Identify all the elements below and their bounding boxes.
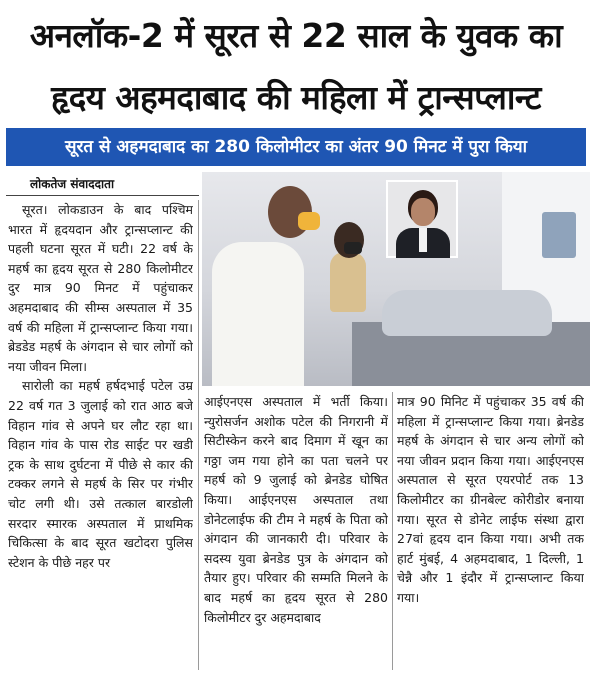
- article-paragraph: मात्र 90 मिनिट में पहुंचाकर 35 वर्ष की महिला में ट्रान्सप्लान्ट किया गया। ब्रेनडेड महर्ष के अंगदान से चार अन्य लोगों को नया जीवन प्रदान किया गया। आईएनएस अस्पताल से सूरत एयरपोर्ट तक 13 किलोमीटर का ग्रीनबेल्ट कोरीडोर बनाया गया। सूरत से डोनेट लाईफ संस्था द्वारा 27वां हृदय दान किया गया। अभी तक हार्ट मुंबई, 4 अहमदाबाद, 1 दिल्ली, 1 चेन्नै और 1 इंदौर में ट्रान्सप्लान्ट किया गया।: [397, 394, 584, 605]
- photo-woman-body: [330, 252, 366, 312]
- article-column-2: [204, 392, 388, 672]
- photo-man-mask: [298, 212, 320, 230]
- article-paragraph: सारोली का महर्ष हर्षदभाई पटेल उम्र 22 वर्ष गत 3 जुलाई को रात आठ बजे विहान गांव से अपने घर लौट रहा था। विहान गांव के पास रोड साईट पर खडी ट्रक के साथ दुर्घटना में पीछे से कार की टक्कर लगने से महर्ष के सिर पर गंभीर चोट लगी थी। उसे तत्काल बारडोली सरदार स्मारक अस्पताल में प्राथमिक चिकित्सा के बाद सूरत खटोदरा पुलिस स्टेशन के पीछे नहर पर: [8, 378, 193, 570]
- article-column-1: [8, 200, 193, 672]
- article-paragraph: सूरत। लोकडाउन के बाद पश्चिम भारत में हृदयदान और ट्रान्सप्लान्ट की पहली घटना सूरत में घटी। 22 वर्ष के महर्ष का हृदय सूरत से 280 किलोमीटर दुर मात्र 90 मिनट में पहुंचाकर अहमदाबाद की सीम्स अस्पताल में 35 वर्ष की महिला में ट्रान्सप्लान्ट किया गया। ब्रेडडेड महर्ष के अंगदान से चार लोगों को नया जीवन मिला।: [8, 202, 193, 374]
- headline-line-2: हृदय अहमदाबाद की महिला में ट्रान्सप्लान्ट: [51, 78, 541, 117]
- news-photo: [202, 172, 590, 386]
- photo-inset-portrait: [386, 180, 458, 258]
- photo-monitor: [542, 212, 576, 258]
- article-column-3: [397, 392, 584, 672]
- subheadline-banner: सूरत से अहमदाबाद का 280 किलोमीटर का अंतर 90 मिनट में पुरा किया: [6, 128, 586, 166]
- photo-patient: [382, 290, 552, 336]
- column-divider: [198, 200, 199, 670]
- byline-divider: [6, 195, 199, 196]
- column-divider: [392, 392, 393, 670]
- photo-man-torso: [212, 242, 304, 386]
- article-paragraph: आईएनएस अस्पताल में भर्ती किया। न्युरोसर्जन अशोक पटेल की निगरानी में सिटीस्केन करने बाद दिमाग में खून का गठ्ठा जम गया होने का पता चलने पर महर्ष को 9 जुलाई को ब्रेनडेड घोषित किया। आईएनएस अस्पताल तथा डोनेटलाईफ की टीम ने महर्ष के पिता को अंगदान की जानकारी दी। परिवार के सदस्य युवा ब्रेनडेड पुत्र के अंगदान को तैयार हुए। परिवार की सम्मति मिलने के बाद महर्ष का हृदय सूरत से 280 किलोमीटर दुर अहमदाबाद: [204, 394, 388, 625]
- byline: लोकतेज संवाददाता: [30, 177, 115, 191]
- headline-line-1: अनलॉक-2 में सूरत से 22 साल के युवक का: [29, 16, 563, 55]
- photo-woman-mask: [344, 242, 362, 254]
